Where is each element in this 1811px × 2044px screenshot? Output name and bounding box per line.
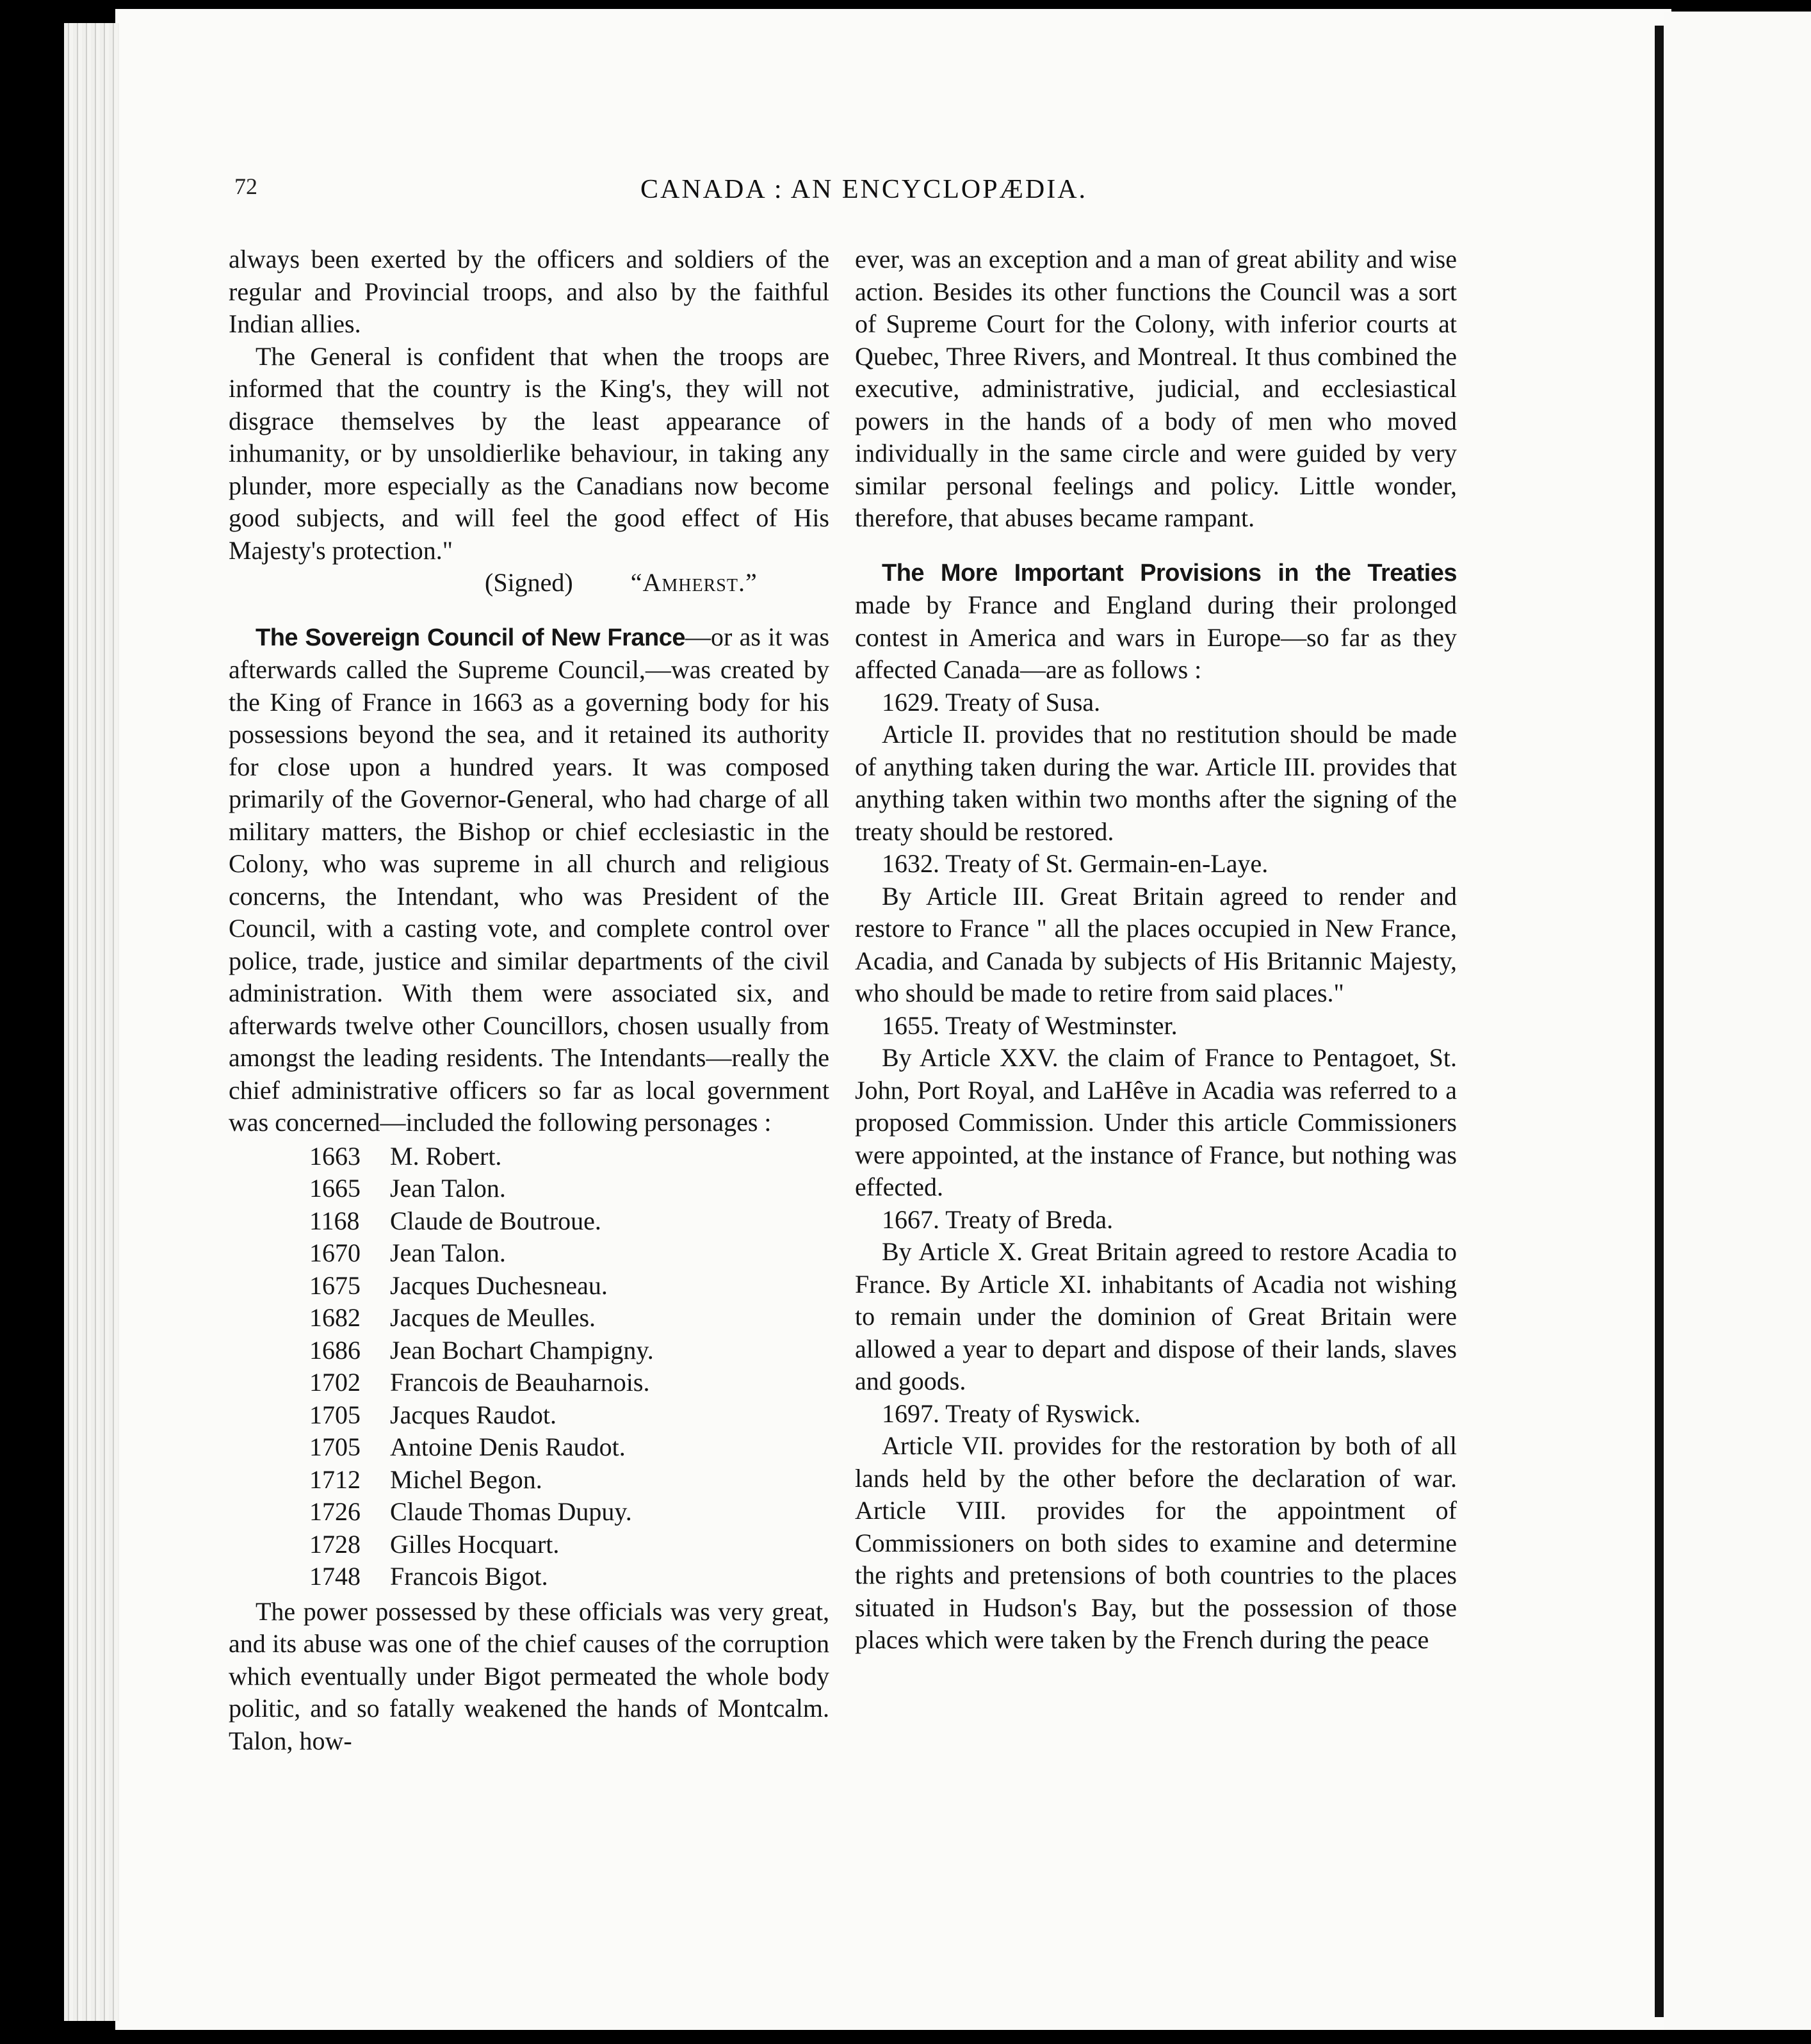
list-item [229,1431,829,1464]
right-column [855,243,1457,1657]
list-item [229,1399,829,1432]
intendant-year: 1686 [309,1335,361,1365]
treaty-title: 1655. Treaty of Westminster. [882,1010,1178,1040]
section-text: made by France and England during their prolonged contest in America and wars in Europe—so far as they affected Canada—are as follows : [855,590,1457,684]
intendant-name: Jean Talon. [390,1174,506,1203]
intendant-name: Gilles Hocquart. [390,1529,560,1559]
intendant-name: Jean Bochart Champigny. [390,1335,654,1365]
list-item [229,1172,829,1205]
intendant-name: Jean Talon. [390,1238,506,1267]
signed-name: “Amherst.” [630,568,758,597]
treaty-text: By Article III. Great Britain agreed to render and restore to France " all the places occupied in New France, Acadia, and Canada by subjects of His Britannic Majesty, who should be made to retire from said places." [855,881,1457,1007]
list-item [229,1496,829,1529]
list-item [229,1270,829,1302]
treaty-text: Article II. provides that no restitution should be made of anything taken during the war. Article III. provides that anything taken within two months after the signing of the treaty should be restored. [855,720,1457,846]
running-title: CANADA : AN ENCYCLOPÆDIA. [640,175,1088,204]
intendant-year: 1168 [309,1206,360,1235]
page-number: 72 [234,174,257,199]
section-heading: The More Important Provisions in the Treaties [882,559,1457,587]
list-item [229,1302,829,1334]
intendant-year: 1663 [309,1141,361,1171]
treaty-title: 1667. Treaty of Breda. [882,1204,1114,1234]
list-item [229,1561,829,1593]
list-item [229,1334,829,1367]
book-gutter [1655,26,1664,2017]
signature-line [229,567,829,599]
section-heading: The Sovereign Council of New France [256,624,686,651]
facing-page-edge [1664,12,1811,2044]
intendant-name: Antoine Denis Raudot. [390,1432,626,1461]
intendants-list [229,1140,829,1593]
scan-bottom-border [0,2030,1811,2044]
list-item [229,1140,829,1173]
section-text: —or as it was afterwards called the Supreme Council,—was created by the King of France in 1663 as a governing body for his possessions beyond the sea, and it retained its authority for close upon a hundred years. It was composed primarily of the Governor-General, who had charge of all military matters, the Bishop or chief ecclesiastic in the Colony, who was supreme in all church and religious concerns, the Intendant, who was President of the Council, with a casting vote, and complete control over police, trade, justice and similar departments of the civil administration. With them were associated six, and afterwards twelve other Councillors, chosen usually from amongst the leading residents. The Intendants—really the chief administrative officers so far as local government was concerned—included the following personages : [229,622,830,1137]
list-item [229,1205,829,1238]
intendant-name: M. Robert. [390,1141,502,1171]
treaty-title: 1697. Treaty of Ryswick. [882,1399,1141,1428]
treaty-text: By Article X. Great Britain agreed to restore Acadia to France. By Article XI. inhabitants of Acadia not wishing to remain under the dominion of Great Britain were allowed a year to depart and dispose of their lands, slaves and goods. [855,1237,1457,1395]
list-item [229,1529,829,1561]
intendant-name: Jacques de Meulles. [390,1303,596,1332]
intendant-year: 1682 [309,1303,361,1332]
treaty-text: By Article XXV. the claim of France to Pentagoet, St. John, Port Royal, and LaHêve in Acadia was referred to a proposed Commission. Under this article Commissioners were appointed, at the instance of France, but nothing was effected. [855,1043,1457,1201]
intendant-year: 1702 [309,1368,361,1397]
intendant-name: Jacques Raudot. [390,1400,556,1429]
section-paragraph [229,621,829,1139]
intendant-name: Claude de Boutroue. [390,1206,601,1235]
intendant-name: Claude Thomas Dupuy. [390,1497,632,1526]
intendant-year: 1712 [309,1464,361,1494]
page-edge-stack [64,23,119,2021]
paragraph: ever, was an exception and a man of great ability and wise action. Besides its other functions the Council was a sort of Supreme Court for the Colony, with inferior courts at Quebec, Three Rivers, and Montreal. It thus combined the executive, administrative, judicial, and ecclesiastical powers in the hands of a body of men who moved individually in the same circle and were guided by very similar personal feelings and policy. Little wonder, therefore, that abuses became rampant. [855,245,1457,532]
intendant-name: Francois Bigot. [390,1562,548,1591]
intendant-year: 1705 [309,1432,361,1461]
intendant-name: Jacques Duchesneau. [390,1270,608,1300]
intendant-year: 1726 [309,1497,361,1526]
intendant-year: 1670 [309,1238,361,1267]
intendant-year: 1705 [309,1400,361,1429]
intendant-name: Francois de Beauharnois. [390,1368,650,1397]
intendant-year: 1748 [309,1562,361,1591]
treaty-title: 1629. Treaty of Susa. [882,687,1101,717]
list-item [229,1367,829,1399]
paragraph: always been exerted by the officers and soldiers of the regular and Provincial troops, and also by the faithful Indian allies. [229,245,829,338]
list-item [229,1464,829,1496]
left-column [229,243,829,1757]
treaty-text: Article VII. provides for the restoration by both of all lands held by the other before the declaration of war. Article VIII. provides for the appointment of Commissioners on both sides to examine and determine the rights and pretensions of both countries to the places situated in Hudson's Bay, but the possession of those places which were taken by the French during the peace [855,1431,1457,1654]
intendant-year: 1665 [309,1174,361,1203]
paragraph: The General is confident that when the troops are informed that the country is the King's, they will not disgrace themselves by the least appearance of inhumanity, or by unsoldierlike behaviour, in taking any plunder, more especially as the Canadians now become good subjects, and will feel the good effect of His Majesty's protection." [229,341,829,565]
paragraph: The power possessed by these officials was very great, and its abuse was one of the chief causes of the corruption which eventually under Bigot permeated the whole body politic, and so fatally weakened the hands of Montcalm. Talon, how- [229,1596,829,1755]
list-item [229,1237,829,1270]
signed-label: (Signed) [485,568,573,597]
intendant-name: Michel Begon. [390,1464,542,1494]
intendant-year: 1675 [309,1270,361,1300]
section-paragraph [855,556,1457,686]
treaty-title: 1632. Treaty of St. Germain-en-Laye. [882,849,1269,878]
intendant-year: 1728 [309,1529,361,1559]
